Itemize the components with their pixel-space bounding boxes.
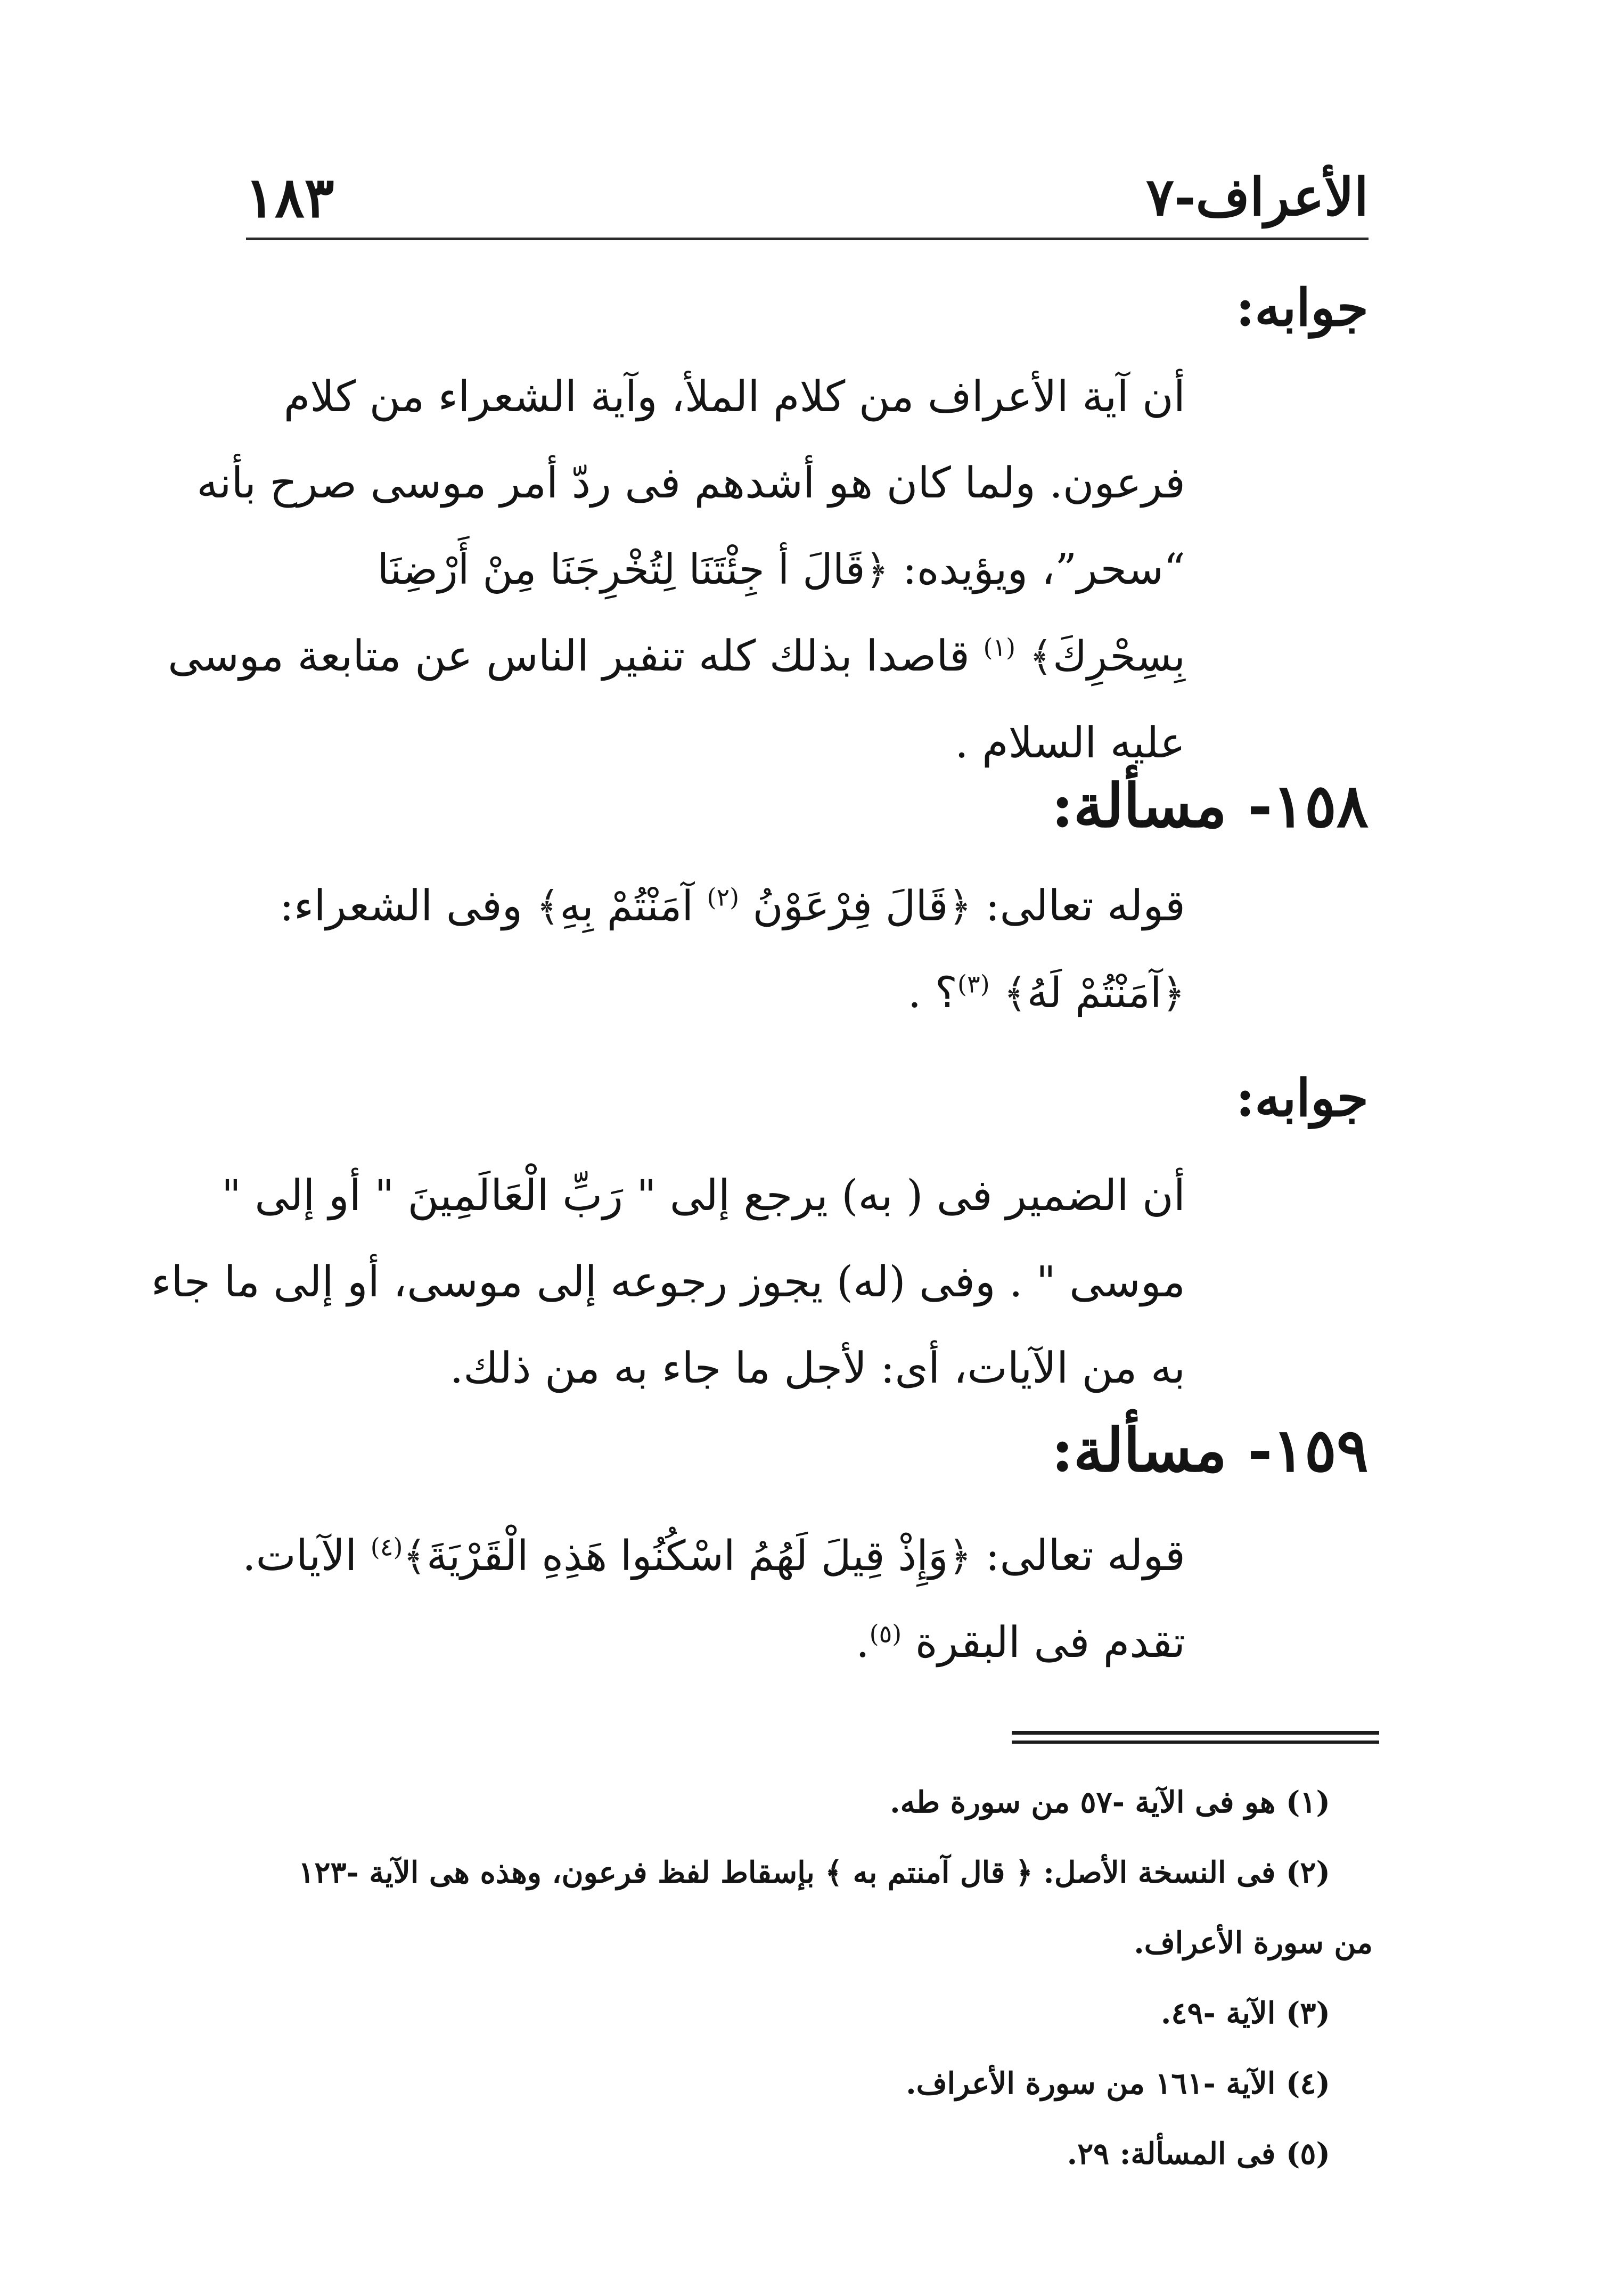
quran-brace-open: ﴿	[948, 883, 972, 930]
problem-paragraph-159	[243, 1513, 1185, 1686]
header-surah-title: الأعراف-٧	[1146, 167, 1369, 228]
quran-verse: قَالَ فِرْعَوْنُ	[752, 883, 948, 930]
quran-brace-close: ﴾	[1003, 969, 1027, 1017]
footnote-3: (٣) الآية -٤٩.	[1160, 1996, 1330, 2031]
footnote-ref-3: (٣)	[957, 969, 990, 999]
quran-verse: قَالَ أ جِئْتَنَا لِتُخْرِجَنَا مِنْ أَرْضِنَا	[377, 546, 865, 594]
problem-paragraph-158	[243, 863, 1185, 1036]
text-line	[243, 950, 1185, 1036]
header-divider	[246, 238, 1369, 240]
text-run: الآيات.	[242, 1531, 357, 1580]
text-line: موسى " . وفى (له) يجوز رجوعه إلى موسى، أو إلى ما جاء	[151, 1257, 1185, 1306]
answer-heading-1: جوابه:	[1235, 277, 1369, 338]
quran-brace-close: ﴾	[1029, 633, 1053, 680]
quran-brace-open: ﴿	[865, 546, 889, 593]
text-run: “سحر”، ويؤيده:	[902, 544, 1185, 594]
text-run: قاصدا بذلك كله تنفير الناس عن متابعة موسى	[168, 631, 970, 681]
answer-paragraph-2	[151, 1153, 1185, 1411]
page-number: ١٨٣	[245, 165, 334, 230]
text-run: قوله تعالى:	[985, 1531, 1185, 1580]
text-line: به من الآيات، أى: لأجل ما جاء به من ذلك.	[449, 1343, 1185, 1393]
text-line	[243, 1599, 1185, 1686]
quran-verse: آمَنْتُمْ لَهُ	[1027, 969, 1162, 1017]
problem-heading-159: ١٥٩- مسألة:	[1051, 1416, 1369, 1485]
text-line: فرعون. ولما كان هو أشدهم فى ردّ أمر موسى صرح بأنه	[196, 458, 1185, 508]
footnote-5: (٥) فى المسألة: ٢٩.	[1067, 2136, 1330, 2171]
text-run: تقدم فى البقرة	[915, 1617, 1185, 1667]
footnote-1: (١) هو فى الآية -٥٧ من سورة طه.	[890, 1785, 1330, 1820]
text-run: ؟ .	[907, 968, 958, 1017]
quran-verse: آمَنْتُمْ بِهِ	[560, 883, 694, 930]
footnote-ref-5: (٥)	[869, 1619, 902, 1648]
quran-brace-open: ﴿	[1161, 969, 1185, 1017]
footnotes	[233, 1767, 1373, 2189]
text-run: وفى الشعراء:	[279, 881, 523, 930]
answer-paragraph-1	[168, 354, 1185, 786]
quran-brace-close: ﴾	[403, 1532, 427, 1580]
quran-verse: وَإِذْ قِيلَ لَهُمُ اسْكُنُوا هَذِهِ الْقَرْيَةَ	[426, 1532, 948, 1580]
text-line	[243, 1513, 1185, 1599]
footnote-2-continuation: من سورة الأعراف.	[1134, 1925, 1373, 1960]
quran-brace-open: ﴿	[948, 1532, 972, 1580]
text-line: عليه السلام .	[955, 718, 1185, 767]
footnote-ref-4: (٤)	[370, 1532, 403, 1562]
text-line: أن الضمير فى ( به) يرجع إلى " رَبِّ الْعَالَمِينَ " أو إلى "	[222, 1171, 1185, 1220]
running-header	[245, 158, 1369, 238]
text-line	[243, 863, 1185, 950]
answer-heading-2: جوابه:	[1235, 1068, 1369, 1128]
text-line	[243, 526, 1185, 613]
footnote-ref-2: (٢)	[707, 883, 740, 912]
text-run: قوله تعالى:	[985, 881, 1185, 930]
problem-heading-158: ١٥٨- مسألة:	[1051, 771, 1369, 841]
footnote-ref-1: (١)	[983, 633, 1016, 662]
footnote-divider-top	[1012, 1731, 1379, 1735]
text-line: أن آية الأعراف من كلام الملأ، وآية الشعراء من كلام	[283, 372, 1185, 421]
quran-brace-close: ﴾	[536, 883, 560, 930]
footnote-4: (٤) الآية -١٦١ من سورة الأعراف.	[906, 2066, 1330, 2101]
text-run: .	[856, 1617, 870, 1667]
footnote-divider-bottom	[1012, 1741, 1379, 1744]
text-line	[168, 613, 1185, 700]
footnote-2: (٢) فى النسخة الأصل: ﴿ قال آمنتم به ﴾ بإسقاط لفظ فرعون، وهذه هى الآية -١٢٣	[298, 1855, 1330, 1890]
quran-verse: بِسِحْرِكَ	[1053, 633, 1185, 681]
